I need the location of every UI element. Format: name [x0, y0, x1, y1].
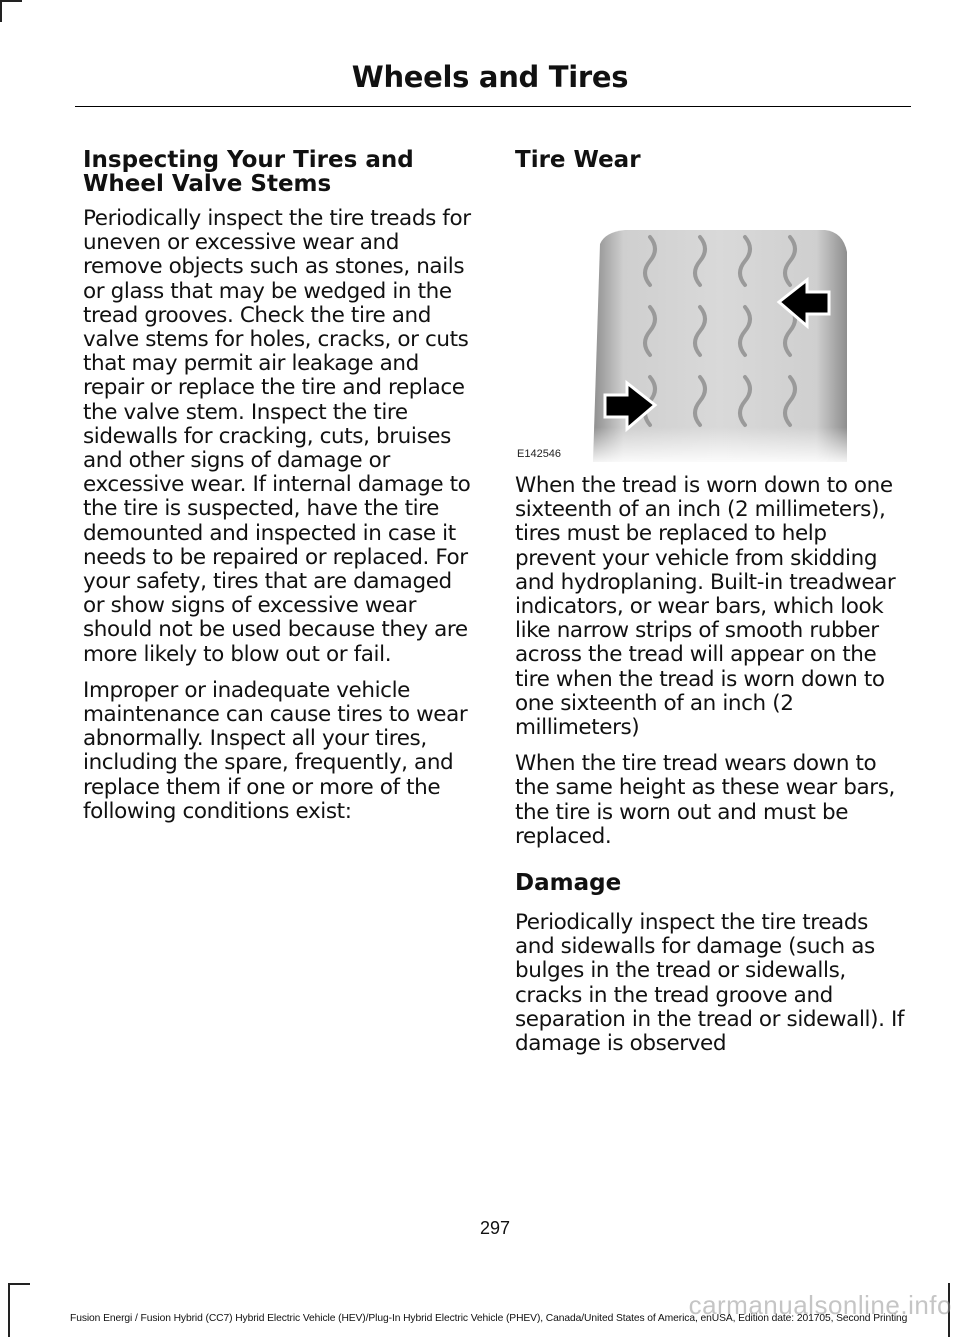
- paragraph: When the tire tread wears down to the same height as these wear bars, the tire is worn out and must be replaced.: [515, 751, 895, 849]
- paragraph: Periodically inspect the tire treads and sidewalls for damage (such as bulges in the tread or sidewalls, cracks in the tread groove and separation in the tread or sidewall). If damage is observed: [515, 910, 905, 1057]
- page-number: 297: [479, 1218, 511, 1238]
- section-heading-tire-wear: Tire Wear: [515, 147, 641, 173]
- figure-code: E142546: [517, 448, 562, 460]
- section-heading-inspecting: Inspecting Your Tires and Wheel Valve Stems: [83, 147, 414, 197]
- crop-mark: [0, 0, 22, 2]
- left-column: [83, 148, 475, 836]
- page-header-title: Wheels and Tires: [351, 60, 629, 94]
- header-divider: [75, 106, 911, 107]
- crop-mark: [0, 0, 2, 22]
- tire-tread-illustration: [515, 192, 907, 462]
- section-heading-damage: Damage: [515, 870, 622, 897]
- watermark: carmanualsonline.info: [688, 1290, 952, 1320]
- right-column: [515, 148, 907, 1068]
- crop-mark: [8, 1283, 10, 1337]
- paragraph: Improper or inadequate vehicle maintenance can cause tires to wear abnormally. Inspect all your tires, including the spare, frequently, and replace them if one or more of the following conditions exist:: [83, 677, 468, 824]
- footer-text: Fusion Energi / Fusion Hybrid (CC7) Hybrid Electric Vehicle (HEV)/Plug-In Hybrid Electric Vehicle (PHEV), Canada/United States of America, enUSA, Edition date: 201705, Second Printing: [70, 1313, 908, 1324]
- crop-mark: [8, 1283, 30, 1285]
- paragraph: Periodically inspect the tire treads for uneven or excessive wear and remove objects such as stones, nails or glass that may be wedged in the tread grooves. Check the tire and valve stems for holes, cracks, or cuts that may permit air leakage and repair or replace the tire and replace the valve stem. Inspect the tire sidewalls for cracking, cuts, bruises and other signs of damage or excessive wear. If internal damage to the tire is suspected, have the tire demounted and inspected in case it needs to be repaired or replaced. For your safety, tires that are damaged or show signs of excessive wear should not be used because they are more likely to blow out or fail.: [83, 206, 471, 667]
- paragraph: When the tread is worn down to one sixteenth of an inch (2 millimeters), tires must be replaced to help prevent your vehicle from skidding and hydroplaning. Built-in treadwear indicators, or wear bars, which look like narrow strips of smooth rubber across the tread will appear on the tire when the tread is worn down to one sixteenth of an inch (2 millimeters): [515, 473, 896, 741]
- tire-tread-figure: [515, 192, 907, 462]
